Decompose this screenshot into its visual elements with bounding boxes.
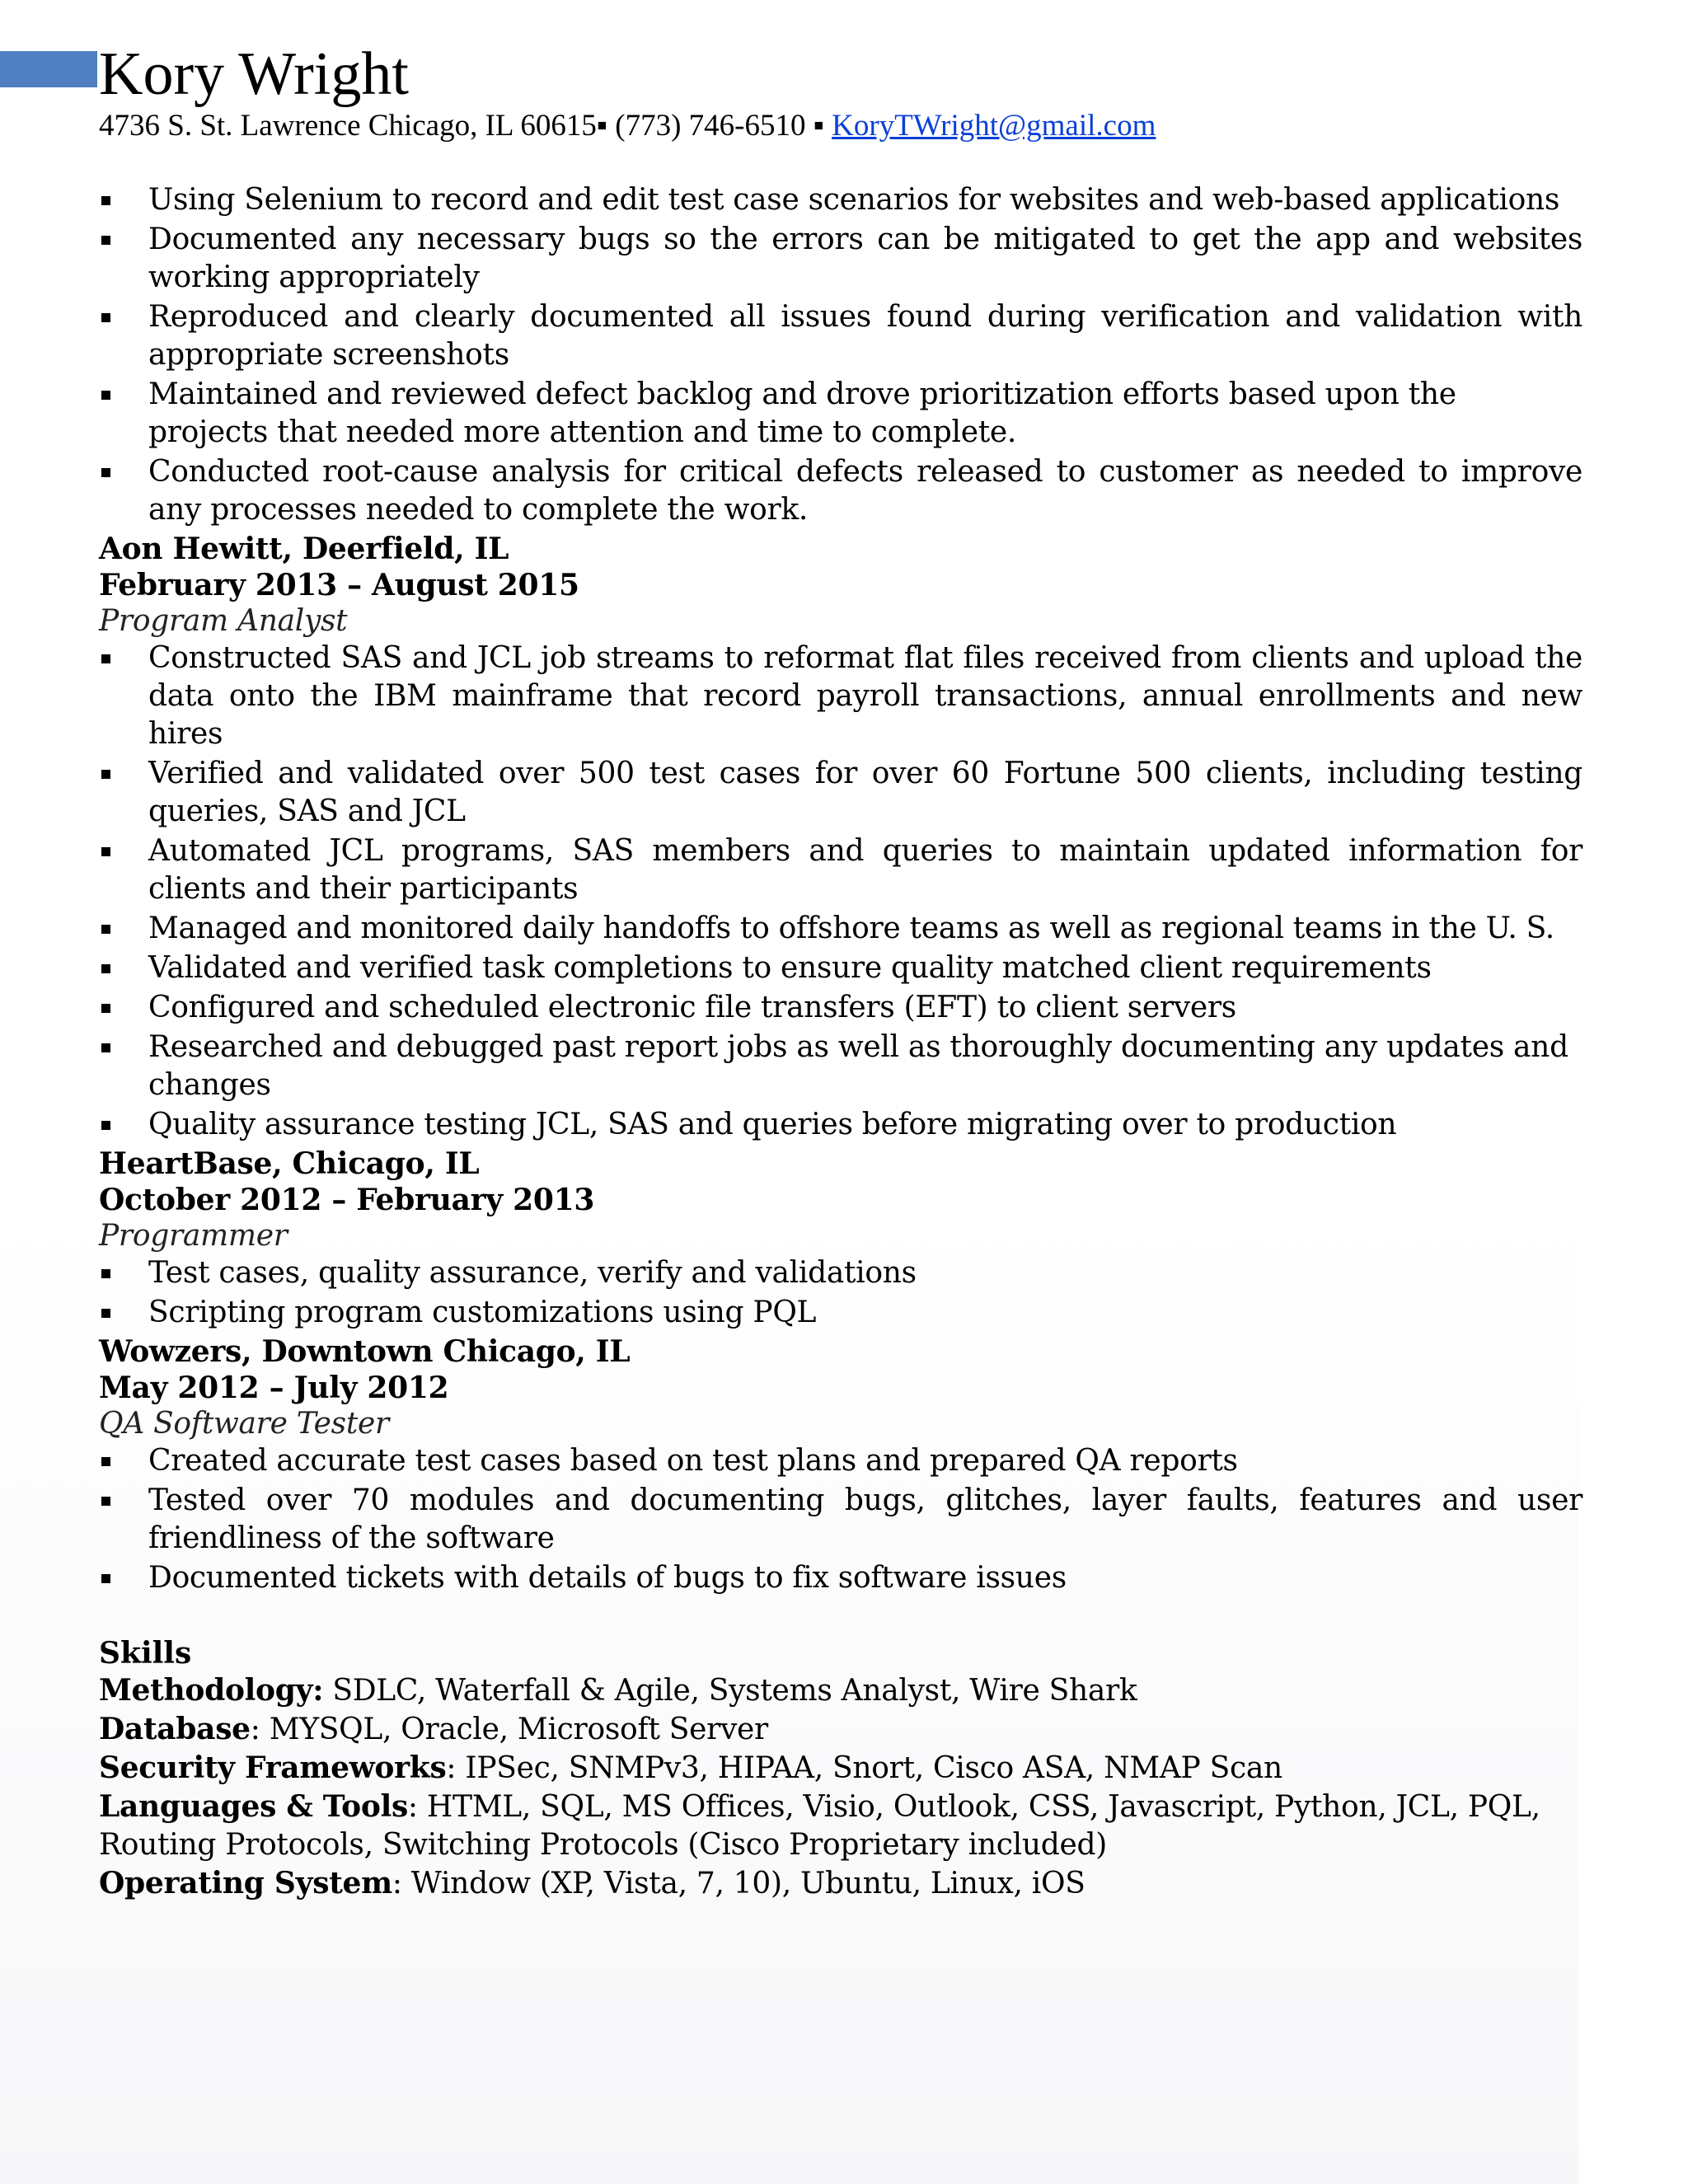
skill-label: Languages & Tools [99,1789,408,1824]
job-entry-aon-hewitt [99,531,1582,1144]
employer-name: Aon Hewitt, Deerfield, IL [99,532,509,566]
list-item: Scripting program customizations using PQL [99,1294,1582,1332]
employment-dates: February 2013 – August 2015 [99,568,579,602]
job-bullet-list [99,1254,1582,1332]
skill-label: Methodology: [99,1673,324,1708]
contact-line [99,109,1582,143]
address: 4736 S. St. Lawrence Chicago, IL 60615 [99,109,597,143]
skill-value: SDLC, Waterfall & Agile, Systems Analyst, Wire Shark [323,1674,1137,1708]
employment-dates: October 2012 – February 2013 [99,1183,595,1217]
list-item: Automated JCL programs, SAS members and queries to maintain updated information for clients and their participants [99,832,1582,908]
job-entry-wowzers [99,1333,1582,1597]
resume-document [99,40,1582,1903]
skill-line-os [99,1864,1582,1903]
skill-value: : IPSec, SNMPv3, HIPAA, Snort, Cisco ASA, NMAP Scan [446,1751,1282,1785]
list-item: Verified and validated over 500 test cases for over 60 Fortune 500 clients, including testing queries, SAS and JCL [99,755,1582,831]
separator: ▪ [596,109,616,143]
skill-label: Operating System [99,1866,392,1900]
applicant-name: Kory Wright [99,40,409,108]
skill-label: Security Frameworks [99,1750,447,1785]
employment-dates: May 2012 – July 2012 [99,1371,449,1405]
list-item: Conducted root-cause analysis for critical defects released to customer as needed to improve any processes needed to complete the work. [99,453,1582,529]
email-link[interactable]: KoryTWright@gmail.com [832,109,1156,143]
list-item: Constructed SAS and JCL job streams to reformat flat files received from clients and upload the data onto the IBM mainframe that record payroll transactions, annual enrollments and new hires [99,640,1582,753]
skill-line-database [99,1710,1582,1749]
job-bullet-list [99,640,1582,1144]
list-item: Tested over 70 modules and documenting bugs, glitches, layer faults, features and user friendliness of the software [99,1482,1582,1558]
skill-line-methodology [99,1671,1582,1710]
list-item: Validated and verified task completions to ensure quality matched client requirements [99,949,1582,987]
skill-value: : MYSQL, Oracle, Microsoft Server [250,1713,768,1746]
phone-number: (773) 746-6510 [615,109,806,143]
skill-value: : Window (XP, Vista, 7, 10), Ubuntu, Linux, iOS [392,1867,1085,1900]
employer-name: Wowzers, Downtown Chicago, IL [99,1334,631,1369]
list-item: Using Selenium to record and edit test case scenarios for websites and web-based applications [99,181,1582,219]
job-bullet-list [99,1442,1582,1597]
job-entry-heartbase [99,1146,1582,1332]
skill-label: Database [99,1712,251,1746]
skills-section [99,1635,1582,1903]
skill-line-security [99,1749,1582,1788]
list-item: Maintained and reviewed defect backlog and drove prioritization efforts based upon the projects that needed more attention and time to complete. [99,376,1582,452]
list-item: Quality assurance testing JCL, SAS and queries before migrating over to production [99,1106,1582,1144]
skill-line-languages [99,1788,1582,1864]
job-title: QA Software Tester [99,1407,389,1441]
list-item: Test cases, quality assurance, verify and validations [99,1254,1582,1292]
list-item: Configured and scheduled electronic file transfers (EFT) to client servers [99,989,1582,1027]
separator: ▪ [805,109,832,143]
list-item: Reproduced and clearly documented all issues found during verification and validation with appropriate screenshots [99,298,1582,374]
skills-heading: Skills [99,1636,192,1671]
list-item: Documented tickets with details of bugs to fix software issues [99,1559,1582,1597]
job-title: Programmer [99,1219,288,1253]
job-title: Program Analyst [99,604,348,638]
list-item: Created accurate test cases based on test plans and prepared QA reports [99,1442,1582,1480]
skill-value: : HTML, SQL, MS Offices, Visio, Outlook, CSS, Javascript, Python, JCL, PQL, Routing Protocols, Switching Protocols (Cisco Proprietary included) [99,1790,1540,1862]
list-item: Managed and monitored daily handoffs to offshore teams as well as regional teams in the U. S. [99,910,1582,948]
header-accent-bar [0,51,97,87]
employer-name: HeartBase, Chicago, IL [99,1146,480,1181]
list-item: Documented any necessary bugs so the errors can be mitigated to get the app and websites working appropriately [99,221,1582,297]
intro-bullet-list [99,181,1582,529]
list-item: Researched and debugged past report jobs as well as thoroughly documenting any updates and changes [99,1029,1582,1104]
